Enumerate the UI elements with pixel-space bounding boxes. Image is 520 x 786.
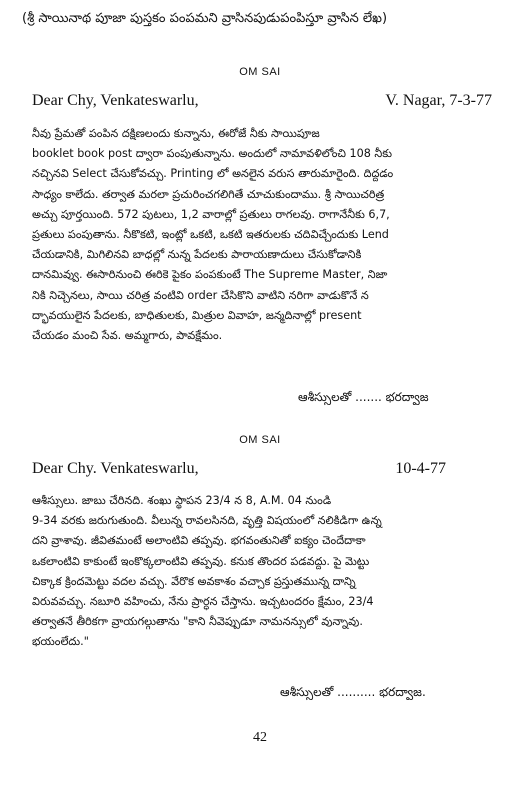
letter2-line: తర్వాతనే తీరికగా వ్రాయగల్గుతాను "కాని నీవెప్పుడూ నామనన్సులో వున్నావు.: [32, 615, 363, 629]
letter2-line: దని వ్రాశావు. జీవితమంటే అలాంటివి తప్పవు. భగవంతునితో ఐక్యం చెందేదాకా: [32, 534, 366, 548]
letter1-line: చేయడానికి, మిగిలినవి బాధల్లో నున్న పేదలకు పారాయణాదులు చేసుకోడానికి: [32, 248, 362, 262]
letter1-om-sai-heading: OM SAI: [239, 66, 281, 78]
header-note: (శ్రీ సాయినాథ పూజా పుస్తకం పంపమని వ్రాసినపుడుపంపిస్తూ వ్రాసిన లేఖ): [22, 11, 388, 26]
letter1-greeting: Dear Chy, Venkateswarlu,: [32, 92, 199, 109]
letter1-line: నీవు ప్రేమతో పంపిన దక్షిణలందు కున్నాను, ఈరోజే నీకు సాయిపూజ: [32, 127, 320, 140]
page-number: 42: [253, 730, 267, 745]
letter2-signoff: ఆశీస్సులతో .......... భరద్వాజ.: [280, 685, 426, 699]
letter2-om-sai-heading: OM SAI: [239, 434, 281, 446]
letter1-line: నికి నిచ్చెనలు, సాయి చరిత్ర వంటివి order చేసికొని వాటిని నరిగా వాడుకొనే న: [32, 288, 369, 302]
letter2-line: ఒకలాంటివి కాకుంటే ఇంకొక్కలాంటివి తప్పవు. కనుక తొందర పడవద్దు. పై మెట్టు: [32, 554, 370, 568]
letter2-greeting: Dear Chy. Venkateswarlu,: [32, 460, 199, 477]
letter1-line: ప్రతులు పంపుతాను. నీకొకటి, ఇంట్లో ఒకటి, ఒకటి ఇతరులకు చదివిచ్చేందుకు Lend: [32, 228, 389, 242]
letter2-line: భయంలేదు.": [32, 635, 89, 649]
letter2-line: విరువవచ్చు. నబూరి వహించు, నేను ప్రార్ధన చేస్తాను. ఇచ్చటందరం క్షేమం, 23/4: [32, 595, 374, 609]
letter1-body: [32, 124, 496, 346]
letter1-line: booklet book post ద్వారా పంపుతున్నాను. అందులో నామావళిలోంచి 108 నీకు: [32, 147, 392, 161]
letter2-body: [32, 491, 496, 653]
letter2-line: ఆశీస్సులు. జాబు చేరినది. శంఖు స్థాపన 23/4 న 8, A.M. 04 నుండి: [32, 494, 332, 507]
letter2-line: 9-34 వరకు జరుగుతుంది. వీలున్న రావలసినది, వృత్తి విషయంలో నలికిడిగా ఉన్న: [32, 514, 382, 528]
letter1-line: చేయడం మంచి సేవ. అమ్మగారు, పావక్షేమం.: [32, 329, 223, 343]
letter1-line: సాధ్యం కాలేదు. తర్వాత మరలా ప్రచురించగలిగితే చూచుకుందాము. శ్రీ సాయిచరిత్ర: [32, 187, 385, 201]
letter1-line: నచ్చినవి Select చేసుకోవచ్చు. Printing లో అనలైన వరుస తారుమారైంది. దిద్దడం: [32, 167, 394, 181]
letter1-line: ద్భావయులైన పేదలకు, బాధితులకు, మిత్రుల వివాహ, జన్మదినాల్లో present: [32, 308, 362, 322]
letter2-salutation-row: [32, 458, 492, 480]
letter1-salutation-row: [32, 90, 492, 112]
letter1-line: దానమివ్వు. ఈసారినుంచి ఈరికె పైకం పంపకుంటే The Supreme Master, నిజా: [32, 268, 388, 282]
letter1-place-date: V. Nagar, 7-3-77: [385, 92, 492, 109]
letter1-signoff: ఆశీస్సులతో ....... భరద్వాజ: [298, 390, 429, 404]
letter1-line: అచ్చు పూర్తయింది. 572 పుటలు, 1,2 వారాల్లో ప్రతులు రాగలవు. రాగానేనీకు 6,7,: [32, 207, 390, 221]
letter2-line: చిక్కాక క్రిందమెట్టు వదల వచ్చు. వేరొక అవకాశం వచ్చాక ప్రస్తుతమున్న దాన్ని: [32, 574, 356, 588]
letter2-place-date: 10-4-77: [395, 460, 446, 477]
